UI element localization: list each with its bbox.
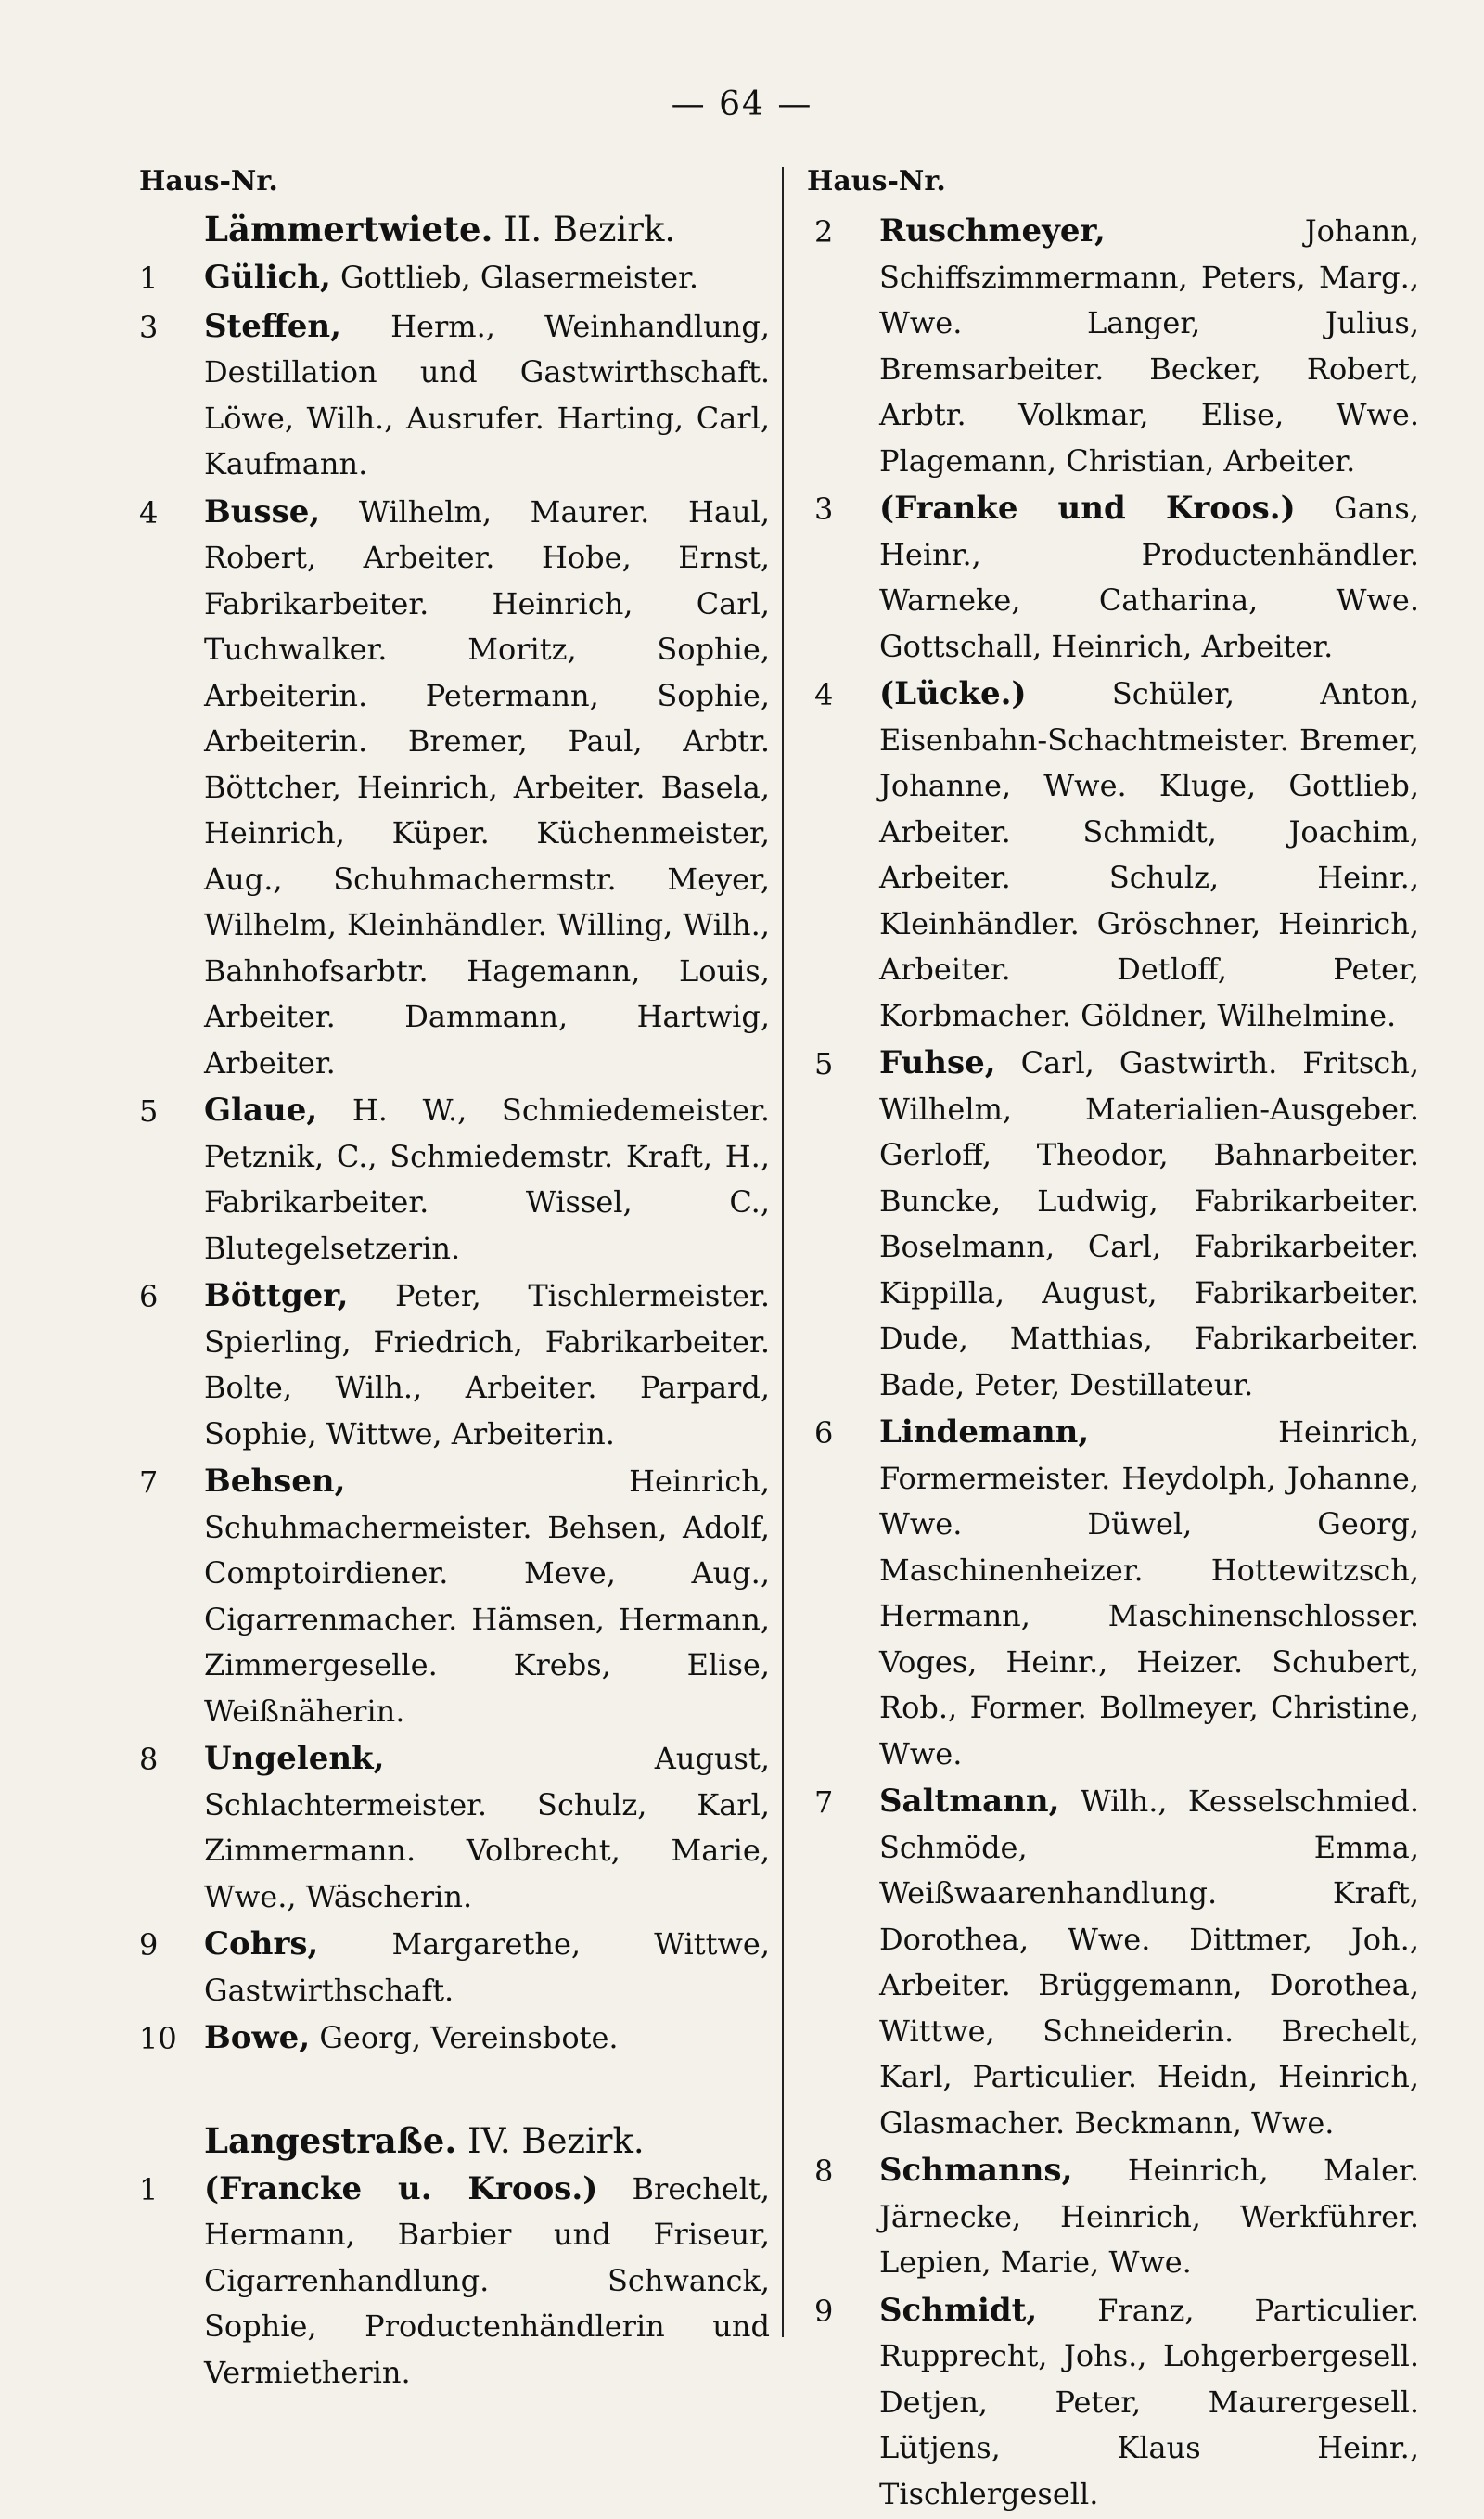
list-item [807,2148,1419,2286]
residents-text: Heinrich, Schuhmachermeister. Behsen, Adolf, Comptoirdiener. Meve, Aug., Cigarrenmacher. Hämsen, Hermann, Zimmergeselle. Krebs, Elise, Weißnäherin. [204,1464,770,1729]
owner-name: Busse, [204,492,321,531]
house-number: 5 [814,1046,834,1081]
district-label: IV. Bezirk. [467,2120,645,2161]
house-number: 7 [814,1784,834,1820]
residents-text: Gans, Heinr., Productenhändler. Warneke, Catharina, Wwe. Gottschall, Heinrich, Arbeiter. [879,491,1419,664]
residents-text: Margarethe, Wittwe, Gastwirthschaft. [204,1926,770,2008]
list-item [139,2015,770,2063]
owner-name: Fuhse, [879,1044,996,1081]
residents-text: Wilh., Kesselschmied. Schmöde, Emma, Weißwaarenhandlung. Kraft, Dorothea, Wwe. Dittmer, Joh., Arbeiter. Brüggemann, Dorothea, Wittwe, Schneiderin. Brechelt, Karl, Particulier. Heidn, Heinrich, Glasmacher. Beckmann, Wwe. [879,1784,1419,2141]
residents-text: Herm., Weinhandlung, Destillation und Gastwirthschaft. Löwe, Wilh., Ausrufer. Harting, Carl, Kaufmann. [204,308,770,481]
house-number-header: Haus-Nr. [807,165,946,198]
page-number: — 64 — [671,85,813,123]
house-number: 8 [814,2154,834,2189]
owner-name: Bowe, [204,2019,311,2056]
list-item [139,1273,770,1457]
owner-name: Böttger, [204,1277,349,1314]
list-item [807,1041,1419,1408]
residents-text: Heinrich, Maler. Järnecke, Heinrich, Werkführer. Lepien, Marie, Wwe. [879,2153,1420,2280]
residents-text: Carl, Gastwirth. Fritsch, Wilhelm, Materialien-Ausgeber. Gerloff, Theodor, Bahnarbeiter. Buncke, Ludwig, Fabrikarbeiter. Boselmann, Carl, Fabrikarbeiter. Kippilla, August, Fabrikarbeiter. Dude, Matthias, Fabrikarbeiter. Bade, Peter, Destillateur. [879,1045,1420,1402]
owner-name: Lindemann, [879,1413,1090,1451]
list-item [139,2167,770,2397]
owner-name: Saltmann, [879,1783,1060,1820]
owner-name: Ungelenk, [204,1740,385,1777]
house-number: 5 [139,1093,159,1129]
list-item [139,490,770,1087]
house-number: 3 [814,492,834,527]
residents-text: Peter, Tischlermeister. Spierling, Friedrich, Fabrikarbeiter. Bolte, Wilh., Arbeiter. Parpard, Sophie, Wittwe, Arbeiterin. [204,1278,771,1451]
right-column [807,165,1419,2519]
street-name: Langestraße. [204,2119,457,2161]
residents-text: August, Schlachtermeister. Schulz, Karl, Zimmermann. Volbrecht, Marie, Wwe., Wäscherin. [204,1741,770,1914]
house-number: 2 [814,214,834,249]
column-divider [782,167,784,2337]
residents-text: Schüler, Anton, Eisenbahn-Schachtmeister. Bremer, Johanne, Wwe. Kluge, Gottlieb, Arbeiter. Schmidt, Joachim, Arbeiter. Schulz, Heinr., Kleinhändler. Gröschner, Heinrich, Arbeiter. Detloff, Peter, Korbmacher. Göldner, Wilhelmine. [879,676,1419,1033]
house-number: 6 [139,1279,159,1314]
owner-name: Schmanns, [879,2152,1073,2189]
left-column [139,165,770,2398]
list-item [139,1459,770,1734]
street-heading [204,2120,770,2161]
list-item [807,671,1419,1039]
residents-text: H. W., Schmiedemeister. Petznik, C., Schmiedemstr. Kraft, H., Fabrikarbeiter. Wissel, C., Blutegelsetzerin. [204,1093,771,1266]
street-heading [204,209,770,249]
list-item [807,2288,1419,2518]
residents-text: Johann, Schiffszimmermann, Peters, Marg., Wwe. Langer, Julius, Bremsarbeiter. Becker, Robert, Arbtr. Volkmar, Elise, Wwe. Plagemann, Christian, Arbeiter. [879,213,1419,479]
list-item [807,1779,1419,2146]
district-label: II. Bezirk. [504,210,676,249]
list-item [139,1088,770,1272]
list-item [139,1736,770,1920]
residents-text: Heinrich, Formermeister. Heydolph, Johanne, Wwe. Düwel, Georg, Maschinenheizer. Hottewitzsch, Hermann, Maschinenschlosser. Voges, Heinr., Heizer. Schubert, Rob., Former. Bollmeyer, Christine, Wwe. [879,1414,1419,1771]
list-item [139,255,770,302]
house-number: 7 [139,1464,159,1500]
owner-name: (Francke u. Kroos.) [204,2169,598,2207]
house-number: 8 [139,1742,159,1777]
house-number: 9 [814,2293,834,2329]
house-number-header: Haus-Nr. [139,165,278,198]
owner-name: Cohrs, [204,1925,319,1963]
street-name: Lämmertwiete. [204,209,493,249]
residents-text: Wilhelm, Maurer. Haul, Robert, Arbeiter. Hobe, Ernst, Fabrikarbeiter. Heinrich, Carl, Tuchwalker. Moritz, Sophie, Arbeiterin. Petermann, Sophie, Arbeiterin. Bremer, Paul, Arbtr. Böttcher, Heinrich, Arbeiter. Basela, Heinrich, Küper. Küchenmeister, Aug., Schuhmachermstr. Meyer, Wilhelm, Kleinhändler. Willing, Wilh., Bahnhofsarbtr. Hagemann, Louis, Arbeiter. Dammann, Hartwig, Arbeiter. [204,493,771,1080]
house-number: 10 [139,2021,177,2056]
owner-name: Glaue, [204,1092,318,1129]
owner-name: (Franke und Kroos.) [879,490,1296,527]
residents-text: Georg, Vereinsbote. [319,2020,619,2055]
owner-name: Steffen, [204,307,341,345]
house-number: 6 [814,1415,834,1451]
owner-name: Behsen, [204,1463,346,1500]
house-number: 1 [139,2171,159,2207]
house-number: 4 [814,677,834,712]
owner-name: (Lücke.) [879,675,1027,712]
residents-text: Franz, Particulier. Rupprecht, Johs., Lohgerbergesell. Detjen, Peter, Maurergesell. Lütjens, Klaus Heinr., Tischlergesell. [879,2292,1420,2512]
list-item [807,209,1419,484]
owner-name: Gülich, [204,259,331,296]
house-number: 3 [139,309,159,345]
list-item [139,1922,770,2014]
owner-name: Schmidt, [879,2291,1038,2329]
house-number: 1 [139,261,159,296]
residents-text: Gottlieb, Glasermeister. [340,260,699,295]
house-number: 9 [139,1927,159,1963]
house-number: 4 [139,494,159,531]
list-item [807,1410,1419,1777]
residents-text: Brechelt, Hermann, Barbier und Friseur, Cigarrenhandlung. Schwanck, Sophie, Productenhändlerin und Vermietherin. [204,2170,770,2390]
list-item [807,486,1419,670]
list-item [139,304,770,488]
owner-name: Ruschmeyer, [879,212,1106,249]
